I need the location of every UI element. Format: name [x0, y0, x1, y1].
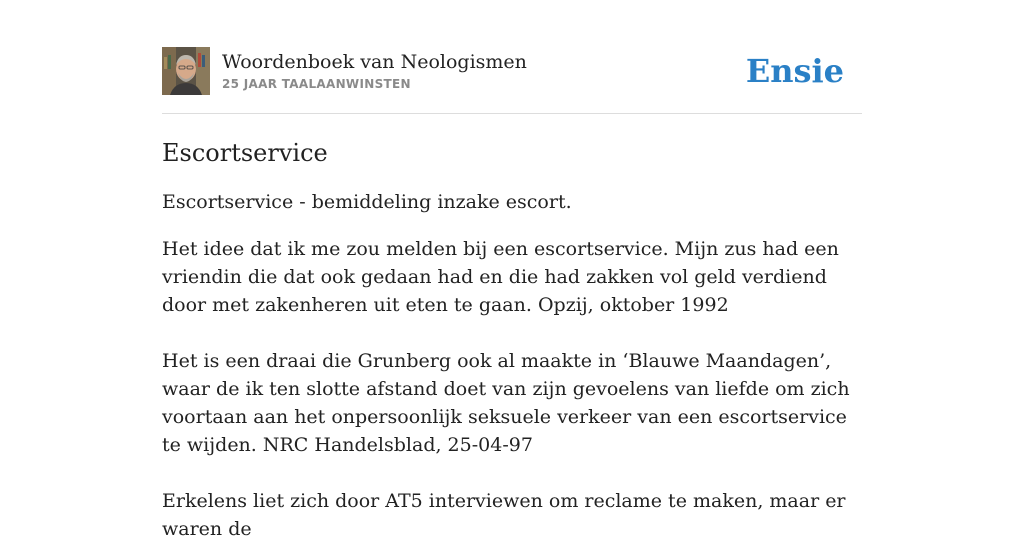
author-photo-icon	[162, 47, 210, 95]
header-divider	[162, 113, 862, 114]
citation-paragraph: Het is een draai die Grunberg ook al maakte in ‘Blauwe Maandagen’, waar de ik ten slotte afstand doet van zijn gevoelens van liefde om zich voortaan aan het onpersoonlijk seksuele verkeer van een escortservice te wijden. NRC Handelsblad, 25-04-97	[162, 350, 850, 456]
author-header	[162, 47, 862, 95]
entry-definition: Escortservice - bemiddeling inzake escort.	[162, 191, 572, 213]
entry-title: Escortservice	[162, 139, 328, 167]
citation-paragraph: Erkelens liet zich door AT5 interviewen om reclame te maken, maar er waren de	[162, 490, 846, 540]
citation-paragraph: Het idee dat ik me zou melden bij een escortservice. Mijn zus had een vriendin die dat ook gedaan had en die had zakken vol geld verdiend door met zakenheren uit eten te gaan. Opzij, oktober 1992	[162, 238, 839, 316]
brand-logo-link[interactable]: Ensie	[745, 52, 844, 90]
author-info	[222, 51, 527, 91]
author-name-link[interactable]: Woordenboek van Neologismen	[222, 51, 527, 73]
author-tagline: 25 JAAR TAALAANWINSTEN	[222, 77, 411, 91]
entry-page	[162, 0, 862, 543]
avatar[interactable]	[162, 47, 210, 95]
